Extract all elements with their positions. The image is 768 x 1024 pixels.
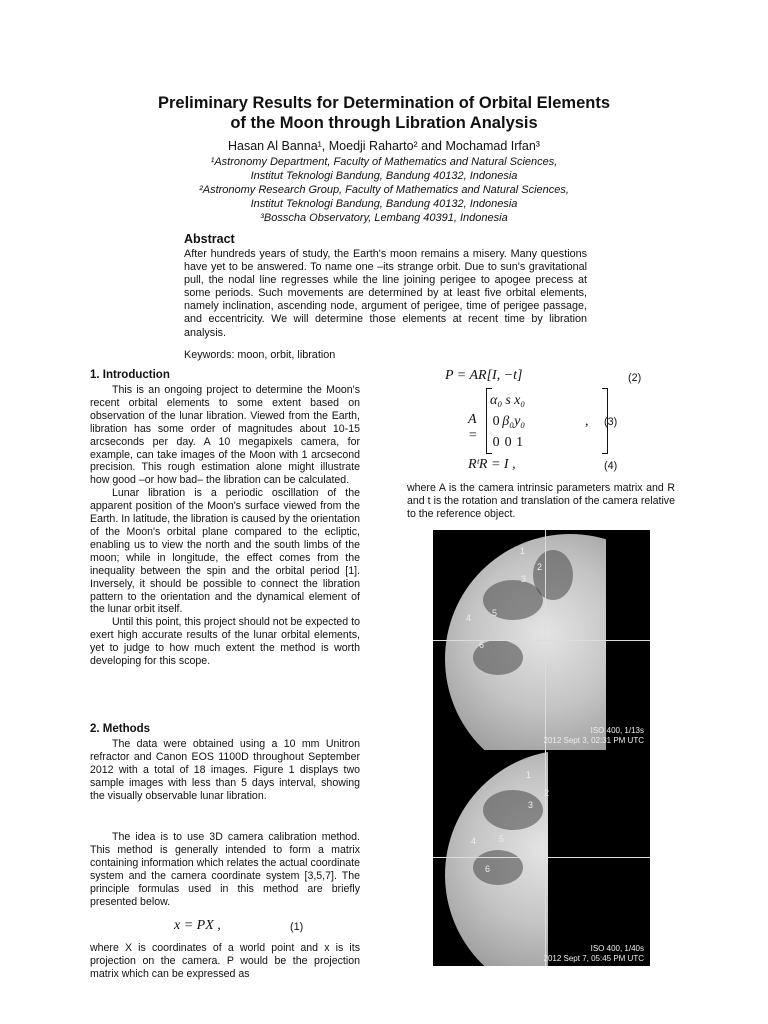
matrix-cell: 1 (516, 434, 524, 450)
affiliation-1b: Institut Teknologi Bandung, Bandung 40132, Indonesia (250, 170, 518, 182)
title-line-1: Preliminary Results for Determination of Orbital Elements (157, 94, 611, 112)
methods-paragraph-2: The idea is to use 3D camera calibration method. This method is generally intended to form a matrix containing information which relates the actual coordinate system and the camera coordinate system [3,5,7]. The principle formulas used in this method are briefly presented below. (90, 831, 360, 908)
intrinsic-matrix (490, 390, 525, 453)
methods-heading: 2. Methods (90, 723, 151, 735)
crater-label: 3 (528, 800, 534, 810)
moon-image-top (433, 530, 650, 750)
terminator-shadow (548, 750, 650, 966)
equation-3-comma: , (585, 414, 589, 429)
caption-date: 2012 Sept 7, 05:45 PM UTC (543, 954, 644, 963)
paper-title (0, 93, 768, 133)
methods-body-2 (90, 831, 360, 908)
matrix-cell: 0 (504, 434, 512, 450)
intro-body (90, 384, 360, 668)
crater-label: 2 (544, 788, 550, 798)
crater-label: 6 (485, 864, 491, 874)
crater-label: 1 (526, 770, 532, 780)
affiliation-2a: ²Astronomy Research Group, Faculty of Mathematics and Natural Sciences, (199, 184, 569, 196)
equation-2: P = AR[I, −t] (445, 368, 523, 383)
equation-2-number: (2) (628, 372, 642, 384)
methods-paragraph-3: where X is coordinates of a world point and x is its projection on the camera. P would be the projection matrix which can be expressed as (90, 942, 360, 980)
methods-paragraph-1: The data were obtained using a 10 mm Unitron refractor and Canon EOS 1100D throughout September 2012 with a total of 18 images. Figure 1 displays two sample images with less than 5 days interval, showing the visually observable lunar libration. (90, 738, 360, 802)
equation-1: x = PX , (174, 918, 221, 933)
intro-paragraph-2: Lunar libration is a periodic oscillation of the apparent position of the Moon's surface viewed from the Earth. In latitude, the libration is caused by the orientation of the Moon's orbital plane compared to the ecliptic, enabling us to view the north and the south limbs of the moon; while in longitude, the effect comes from the inequality between the spin and the orbital period [1]. Inversely, it should be possible to connect the libration pattern to the orientation and the dynamical element of the lunar orbit itself. (90, 487, 360, 616)
equation-4-number: (4) (604, 460, 618, 472)
grid-line-horizontal (433, 640, 650, 641)
abstract-text: After hundreds years of study, the Earth's moon remains a misery. Many questions have yet to be answered. To name one –its strange orbit. Due to sun's gravitational pull, the nodal line regresses while the line joining perigee to apogee precess at some periods. Such movements are determined by at least five orbital elements, namely inclination, ascending node, argument of perigee, time of perigee passage, and eccentricity. We will determine those elements at recent time by libration analysis. (184, 248, 587, 339)
image-caption-top (544, 726, 645, 746)
affiliation-2b: Institut Teknologi Bandung, Bandung 40132, Indonesia (250, 198, 518, 210)
matrix-cell: 0 (492, 413, 500, 429)
crater-label: 2 (537, 562, 543, 572)
grid-line-vertical (545, 750, 546, 966)
methods-body (90, 738, 360, 803)
matrix-cell: 0 (492, 434, 500, 450)
matrix-cell: x₀ (514, 392, 526, 408)
intro-paragraph-3: Until this point, this project should not be expected to exert high accurate results of the lunar orbital elements, yet to judge to how much extent the method is worth developing for this scope. (90, 616, 360, 668)
matrix-cell: y₀ (514, 413, 526, 429)
matrix-cell: β₀ (502, 413, 515, 429)
abstract-heading: Abstract (184, 232, 235, 246)
affiliation-1a: ¹Astronomy Department, Faculty of Mathematics and Natural Sciences, (210, 156, 558, 168)
grid-line-horizontal (433, 857, 650, 858)
caption-exposure: ISO 400, 1/13s (590, 726, 644, 735)
intro-heading: 1. Introduction (90, 369, 170, 381)
crater-label: 5 (492, 608, 498, 618)
crater-label: 1 (520, 546, 526, 556)
crater-label: 6 (479, 640, 485, 650)
matrix-cell: s (505, 392, 511, 408)
mare-shading (483, 790, 543, 830)
crater-label: 3 (521, 574, 527, 584)
image-caption-bottom (544, 944, 645, 964)
mare-shading (473, 850, 523, 885)
affiliations (0, 155, 768, 225)
crater-label: 5 (499, 834, 505, 844)
caption-exposure: ISO 400, 1/40s (590, 944, 644, 953)
equation-3-number: (3) (604, 416, 618, 428)
authors: Hasan Al Banna¹, Moedji Raharto² and Mochamad Irfan³ (228, 139, 540, 153)
mare-shading (533, 550, 573, 600)
equation-explanation: where A is the camera intrinsic parameters matrix and R and t is the rotation and translation of the camera relative to the reference object. (407, 482, 675, 520)
affiliation-3: ³Bosscha Observatory, Lembang 40391, Indonesia (260, 212, 508, 224)
equation-4: RᵗR = I , (468, 457, 516, 472)
title-line-2: of the Moon through Libration Analysis (230, 114, 538, 132)
keywords: Keywords: moon, orbit, libration (184, 349, 336, 361)
caption-date: 2012 Sept 3, 02:31 PM UTC (543, 736, 644, 745)
intro-paragraph-1: This is an ongoing project to determine the Moon's recent orbital elements to some extent based on observation of the lunar libration. Viewed from the Earth, libration has some order of magnitudes about 10-15 arcseconds per day. A 10 megapixels camera, for example, can take images of the Moon with 1 arcsecond precision. This rough estimation alone might illustrate how good –or how bad– the libration can be calculated. (90, 384, 360, 487)
crater-label: 4 (471, 836, 477, 846)
crater-label: 4 (466, 613, 472, 623)
matrix-cell: α₀ (490, 392, 503, 408)
equation-3-lhs: A = (468, 412, 478, 443)
equation-1-number: (1) (290, 921, 304, 933)
moon-image-bottom (433, 750, 650, 966)
